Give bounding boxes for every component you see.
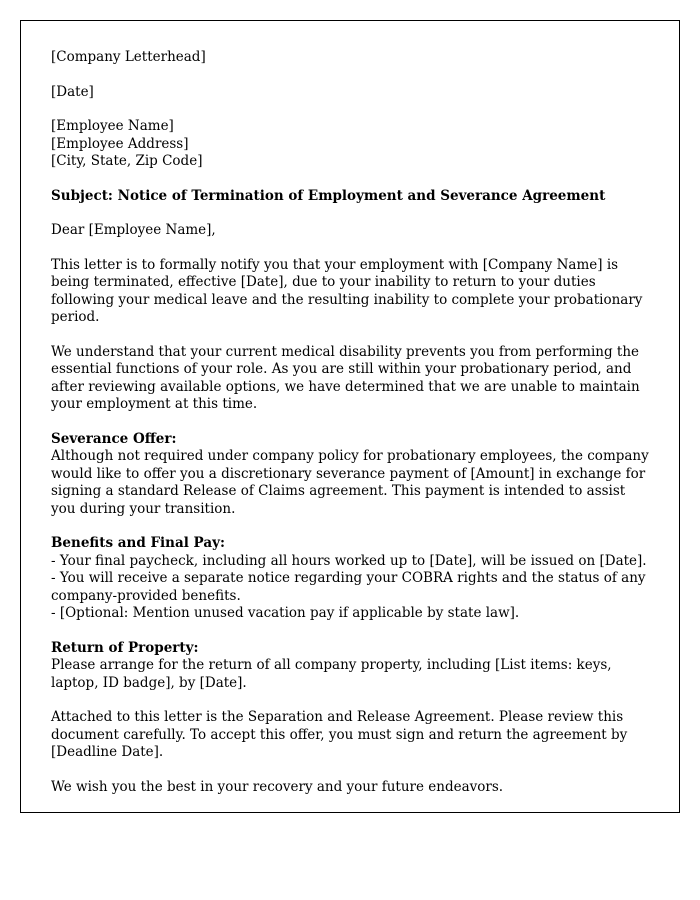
paragraph-attachment-agreement: Attached to this letter is the Separation and Release Agreement. Please review this document carefully. To accept this offer, you must sign and return the agreement by [Deadline Date]. [51, 709, 628, 760]
company-letterhead: [Company Letterhead] [51, 49, 206, 65]
recipient-city-state-zip: [City, State, Zip Code] [51, 153, 203, 169]
letter-date: [Date] [51, 83, 94, 100]
benefits-item-cobra: - You will receive a separate notice regarding your COBRA rights and the status of any company-provided benefits. [51, 570, 646, 604]
benefits-item-vacation-pay: - [Optional: Mention unused vacation pay if applicable by state law]. [51, 605, 520, 621]
salutation: Dear [Employee Name], [51, 222, 216, 238]
benefits-final-pay-section [51, 535, 649, 623]
severance-offer-heading: Severance Offer: [51, 430, 177, 447]
return-of-property-section [51, 640, 649, 693]
benefits-item-final-paycheck: - Your final paycheck, including all hours worked up to [Date], will be issued on [Date]. [51, 552, 647, 569]
subject-line: Subject: Notice of Termination of Employment and Severance Agreement [51, 187, 606, 204]
benefits-heading: Benefits and Final Pay: [51, 535, 225, 551]
severance-offer-text: Although not required under company policy for probationary employees, the company would like to offer you a discretionary severance payment of [Amount] in exchange for signing a standard Release of Claims agreement. This payment is intended to assist you during your transition. [51, 448, 649, 517]
severance-offer-section [51, 431, 649, 519]
return-of-property-text: Please arrange for the return of all company property, including [List items: keys, laptop, ID badge], by [Date]. [51, 657, 612, 691]
paragraph-disability-explanation: We understand that your current medical disability prevents you from performing the essential functions of your role. As you are still within your probationary period, and after reviewing available options, we have determined that we are unable to maintain your employment at this time. [51, 343, 640, 412]
recipient-street: [Employee Address] [51, 135, 189, 152]
paragraph-well-wishes: We wish you the best in your recovery and your future endeavors. [51, 778, 504, 795]
recipient-address-block [51, 118, 649, 171]
letter-page [20, 20, 680, 813]
paragraph-termination-notice: This letter is to formally notify you that your employment with [Company Name] is being terminated, effective [Date], due to your inability to return to your duties following your medical leave and the resulting inability to complete your probationary period. [51, 256, 643, 325]
return-of-property-heading: Return of Property: [51, 639, 199, 656]
recipient-name: [Employee Name] [51, 118, 174, 134]
